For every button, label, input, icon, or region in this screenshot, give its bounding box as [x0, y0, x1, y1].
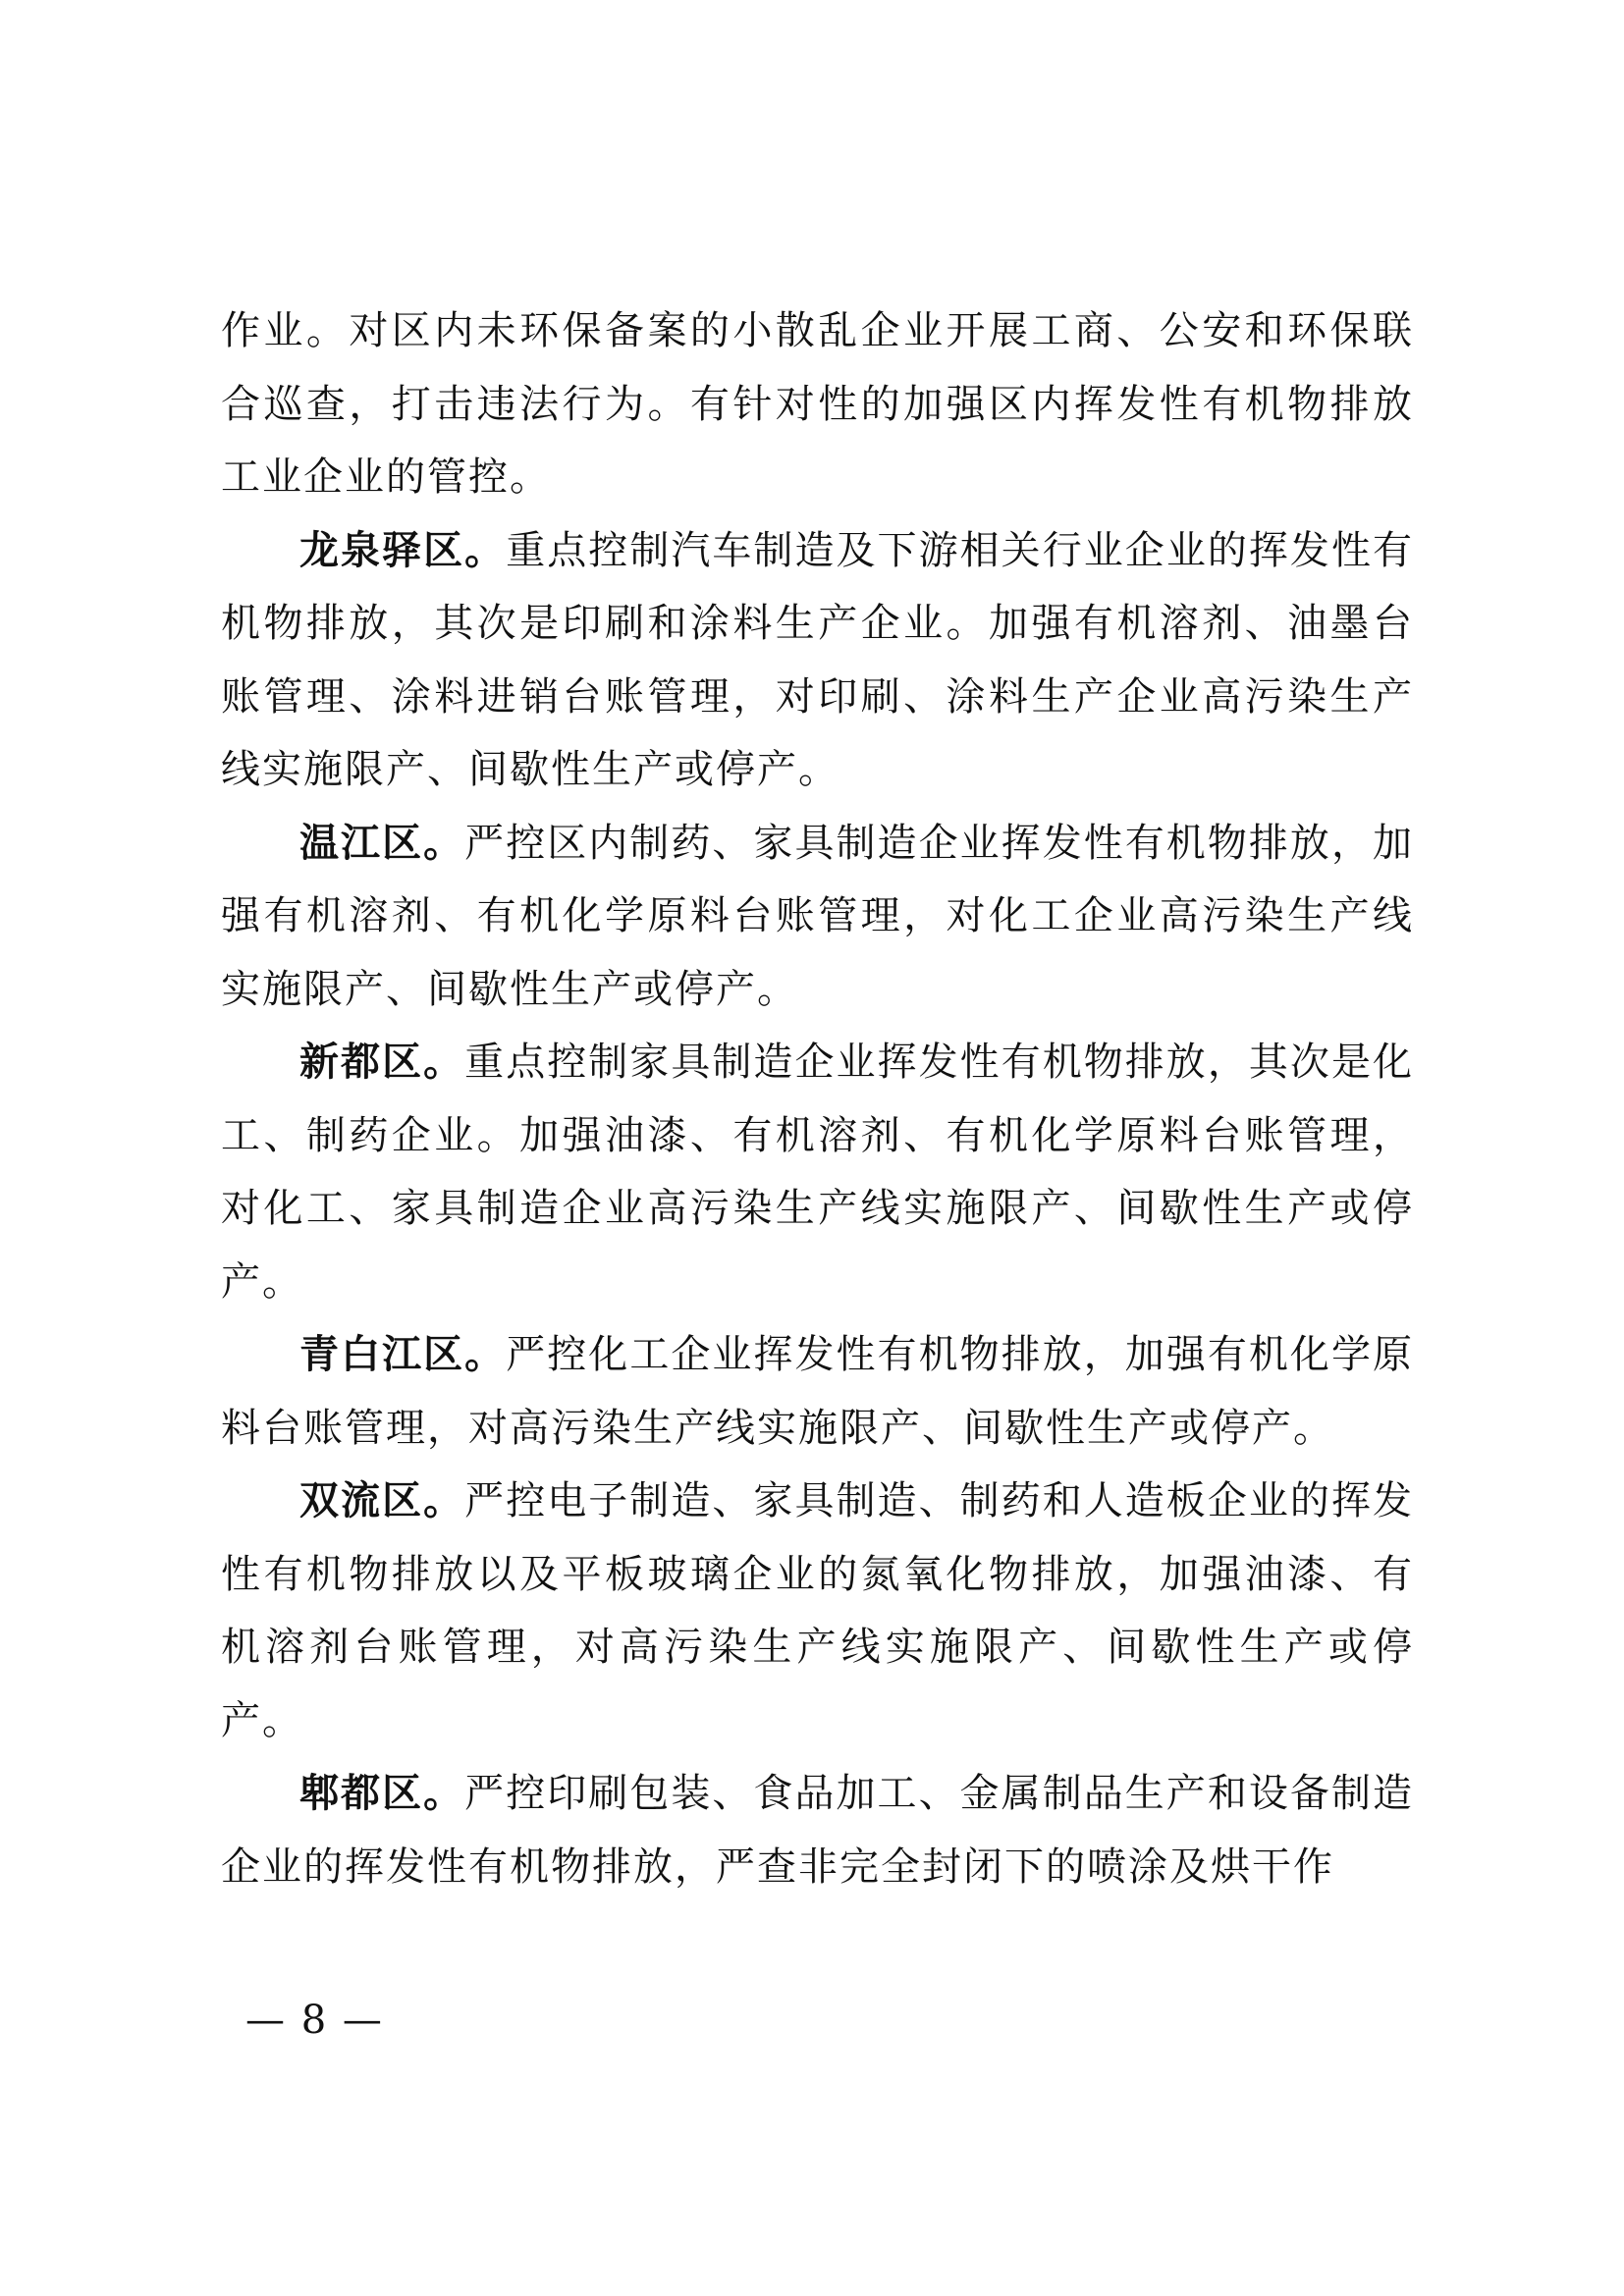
district-name: 郫都区。 — [299, 1770, 465, 1816]
section-shuangliu — [221, 1465, 1414, 1757]
section-xindu — [221, 1026, 1414, 1318]
page-number: — 8 — — [245, 1998, 384, 2043]
district-name: 温江区。 — [299, 819, 465, 866]
district-name: 新都区。 — [299, 1039, 465, 1085]
opening-paragraph: 作业。对区内未环保备案的小散乱企业开展工商、公安和环保联合巡查，打击违法行为。有针对性的加强区内挥发性有机物排放工业企业的管控。 — [221, 308, 1414, 500]
section-text: 严控印刷包装、食品加工、金属制品生产和设备制造企业的挥发性有机物排放，严查非完全封闭下的喷涂及烘干作 — [221, 1771, 1415, 1890]
section-qingbaijiang — [221, 1318, 1414, 1465]
section-text: 重点控制家具制造企业挥发性有机物排放，其次是化工、制药企业。加强油漆、有机溶剂、有机化学原料台账管理，对化工、家具制造企业高污染生产线实施限产、间歇性生产或停产。 — [221, 1040, 1415, 1305]
district-name: 青白江区。 — [299, 1331, 507, 1377]
section-pidu — [221, 1757, 1414, 1903]
district-name: 龙泉驿区。 — [299, 526, 507, 573]
district-name: 双流区。 — [299, 1477, 465, 1523]
section-text: 重点控制汽车制造及下游相关行业企业的挥发性有机物排放，其次是印刷和涂料生产企业。加强有机溶剂、油墨台账管理、涂料进销台账管理，对印刷、涂料生产企业高污染生产线实施限产、间歇性生产或停产。 — [221, 527, 1415, 792]
document-body — [221, 294, 1414, 1903]
section-text: 严控电子制造、家具制造、制药和人造板企业的挥发性有机物排放以及平板玻璃企业的氮氧化物排放，加强油漆、有机溶剂台账管理，对高污染生产线实施限产、间歇性生产或停产。 — [221, 1478, 1415, 1743]
section-text: 严控区内制药、家具制造企业挥发性有机物排放，加强有机溶剂、有机化学原料台账管理，对化工企业高污染生产线实施限产、间歇性生产或停产。 — [221, 820, 1415, 1012]
section-text: 严控化工企业挥发性有机物排放，加强有机化学原料台账管理，对高污染生产线实施限产、间歇性生产或停产。 — [221, 1332, 1415, 1451]
section-wenjiang — [221, 807, 1414, 1027]
section-longquanyi — [221, 514, 1414, 807]
